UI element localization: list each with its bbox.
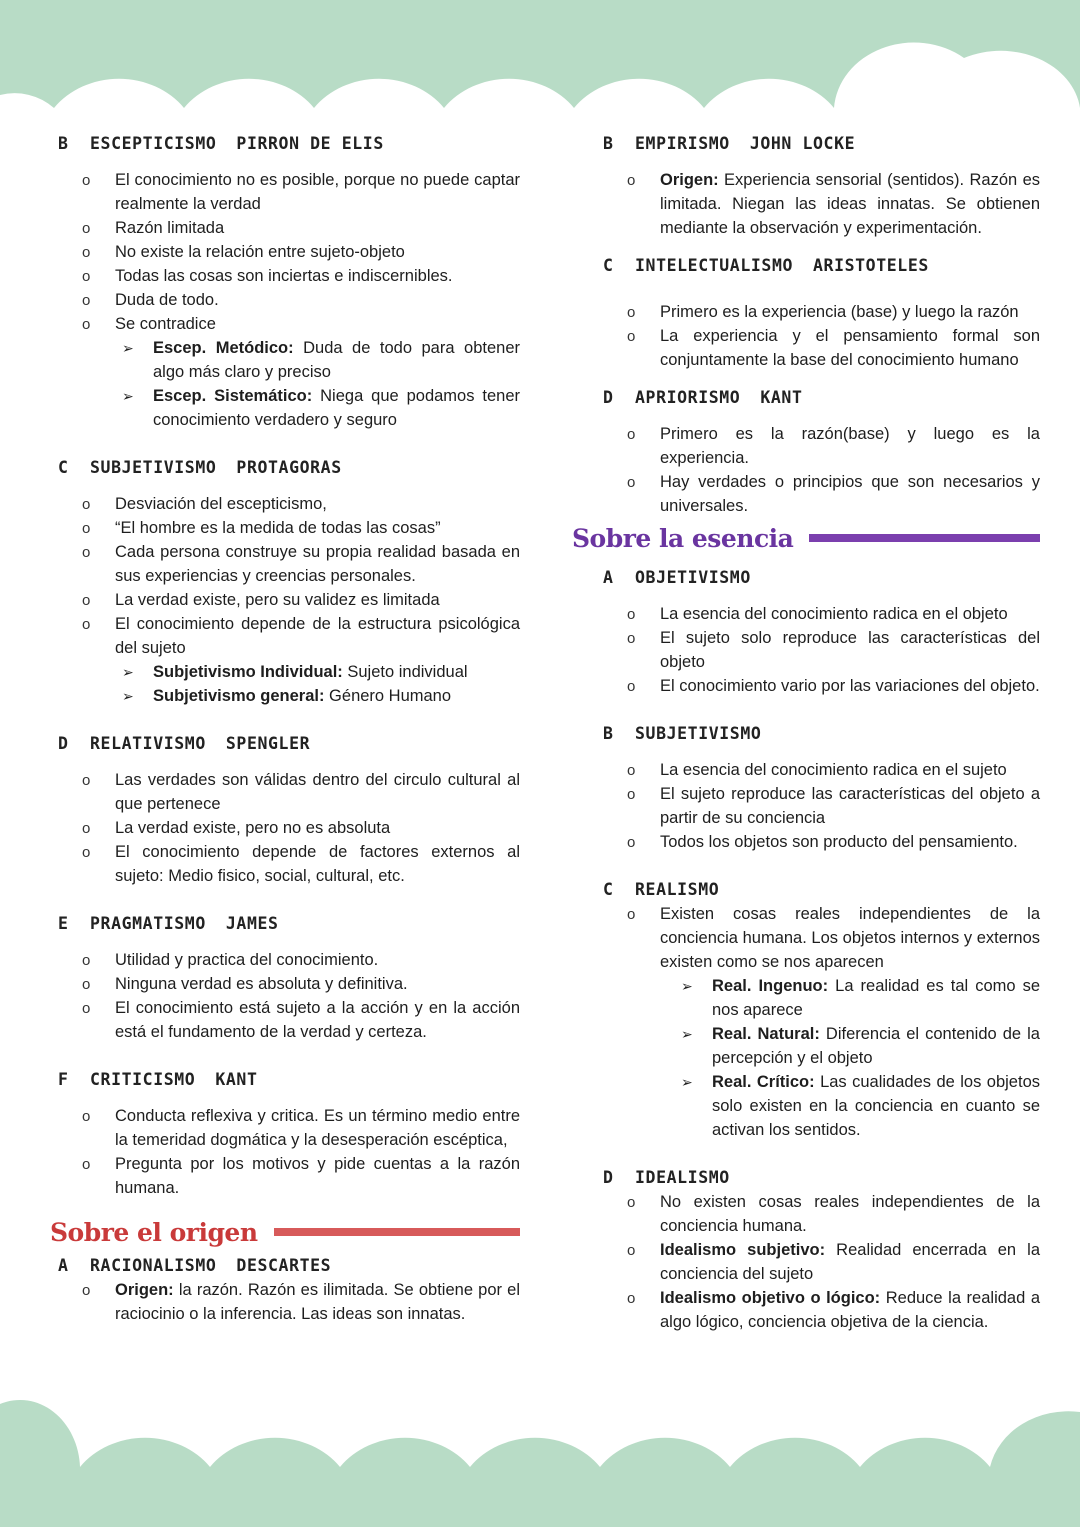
list-item [50, 516, 520, 540]
list-item [50, 1152, 520, 1200]
section-letter: B [58, 133, 69, 153]
section-author: SPENGLER [225, 733, 311, 753]
list-item-text: Duda de todo. [115, 291, 219, 309]
list-item [50, 768, 520, 816]
list-item-text: “El hombre es la medida de todas las cosas” [115, 519, 441, 537]
section-subjetivismo-heading [50, 454, 520, 480]
sub-item-term: Escep. Sistemático: [153, 387, 313, 405]
list-item [50, 492, 520, 516]
esencia-title-text: Sobre la esencia [572, 523, 794, 553]
list-item-text: El conocimiento depende de factores externos al sujeto: Medio fisico, social, cultural, etc. [115, 843, 520, 885]
circle-bullet-icon: o [82, 952, 91, 969]
circle-bullet-icon: o [627, 606, 636, 623]
list-item [595, 782, 1040, 830]
sub-item-text: Duda de todo para obtener algo más claro y preciso [153, 339, 520, 381]
circle-bullet-icon: o [627, 1194, 636, 1211]
list-item [50, 168, 520, 216]
section-letter: B [603, 723, 614, 743]
sub-item-term: Real. Natural: [712, 1025, 820, 1043]
section-title: REALISMO [635, 879, 720, 899]
list-item [595, 422, 1040, 470]
circle-bullet-icon: o [82, 544, 91, 561]
list-item-text: La esencia del conocimiento radica en el objeto [660, 605, 1008, 623]
section-letter: F [58, 1069, 69, 1089]
list-item-text: Desviación del escepticismo, [115, 495, 327, 513]
list-item-term: Idealismo objetivo o lógico: [660, 1289, 881, 1307]
arrow-bullet-icon: ➢ [681, 1026, 693, 1042]
sub-item-text: Diferencia el contenido de la percepción y el objeto [712, 1025, 1040, 1067]
section-racionalismo-heading [50, 1252, 520, 1278]
section-letter: A [58, 1255, 69, 1275]
subjetivismo-esencia-list [595, 758, 1040, 854]
list-item [595, 602, 1040, 626]
list-item-text: Utilidad y practica del conocimiento. [115, 951, 379, 969]
list-item-text: Todas las cosas son inciertas e indiscernibles. [115, 267, 453, 285]
section-relativismo-heading [50, 730, 520, 756]
section-title: OBJETIVISMO [635, 567, 751, 587]
section-criticismo-heading [50, 1066, 520, 1092]
list-item [595, 470, 1040, 518]
arrow-bullet-icon: ➢ [122, 664, 134, 680]
list-item-text: No existen cosas reales independientes de la conciencia humana. [660, 1193, 1040, 1235]
apriorismo-list [595, 422, 1040, 518]
sub-item-term: Escep. Metódico: [153, 339, 294, 357]
list-item-text: El conocimiento vario por las variaciones del objeto. [660, 677, 1040, 695]
section-author: JOHN LOCKE [749, 133, 856, 153]
sub-list-item [674, 1070, 1040, 1142]
sub-list-item [115, 684, 520, 708]
sub-item-text: Las cualidades de los objetos solo existen en la conciencia en cuanto se activan los sentidos. [712, 1073, 1040, 1139]
arrow-bullet-icon: ➢ [122, 388, 134, 404]
section-author: KANT [760, 387, 803, 407]
circle-bullet-icon: o [82, 1000, 91, 1017]
section-realismo-heading [595, 876, 1040, 902]
bottom-scallop-shape [0, 1400, 1080, 1527]
sub-item-term: Real. Ingenuo: [712, 977, 829, 995]
section-letter: E [58, 913, 69, 933]
section-title: EMPIRISMO [635, 133, 730, 153]
list-item-text: Primero es la experiencia (base) y luego la razón [660, 303, 1019, 321]
list-item [50, 216, 520, 240]
list-item-text: Pregunta por los motivos y pide cuentas a la razón humana. [115, 1155, 520, 1197]
section-title: SUBJETIVISMO [90, 457, 217, 477]
list-item [50, 312, 520, 432]
circle-bullet-icon: o [82, 220, 91, 237]
sub-item-term: Subjetivismo general: [153, 687, 325, 705]
circle-bullet-icon: o [627, 630, 636, 647]
list-item [50, 288, 520, 312]
esencia-section-title [572, 518, 1040, 558]
escepticismo-list [50, 168, 520, 432]
list-item-text: Razón limitada [115, 219, 225, 237]
sub-list [115, 660, 520, 708]
section-title: CRITICISMO [90, 1069, 196, 1089]
circle-bullet-icon: o [82, 316, 91, 333]
circle-bullet-icon: o [627, 304, 636, 321]
empirismo-list [595, 168, 1040, 240]
list-item [50, 612, 520, 708]
list-item [595, 674, 1040, 698]
circle-bullet-icon: o [82, 616, 91, 633]
section-title: ESCEPTICISMO [90, 133, 217, 153]
arrow-bullet-icon: ➢ [681, 978, 693, 994]
section-title: APRIORISMO [635, 387, 741, 407]
circle-bullet-icon: o [82, 1108, 91, 1125]
sub-list [660, 974, 1040, 1142]
list-item [595, 168, 1040, 240]
section-author: DESCARTES [236, 1255, 332, 1275]
list-item [595, 1238, 1040, 1286]
section-idealismo-heading [595, 1164, 1040, 1190]
idealismo-list [595, 1190, 1040, 1334]
list-item [50, 1104, 520, 1152]
list-item [595, 1286, 1040, 1334]
sub-item-term: Real. Crítico: [712, 1073, 815, 1091]
list-item-text: Existen cosas reales independientes de la conciencia humana. Los objetos internos y externos existen como se nos aparecen [660, 905, 1040, 971]
list-item-text: Experiencia sensorial (sentidos). Razón es limitada. Niegan las ideas innatas. Se obtienen mediante la observación y experimentación. [660, 171, 1040, 237]
section-pragmatismo-heading [50, 910, 520, 936]
sub-item-term: Subjetivismo Individual: [153, 663, 343, 681]
list-item [595, 758, 1040, 782]
circle-bullet-icon: o [627, 426, 636, 443]
list-item [595, 902, 1040, 1142]
arrow-bullet-icon: ➢ [122, 688, 134, 704]
subjetivismo-list [50, 492, 520, 708]
circle-bullet-icon: o [82, 976, 91, 993]
section-title: INTELECTUALISMO [635, 255, 794, 275]
list-item [50, 588, 520, 612]
section-letter: C [603, 879, 614, 899]
sub-list-item [674, 1022, 1040, 1070]
section-apriorismo-heading [595, 384, 1040, 410]
circle-bullet-icon: o [82, 496, 91, 513]
sub-list-item [674, 974, 1040, 1022]
list-item-text: El sujeto solo reproduce las características del objeto [660, 629, 1040, 671]
circle-bullet-icon: o [627, 328, 636, 345]
top-scallop-shape [0, 0, 1080, 108]
sub-list-item [115, 660, 520, 684]
circle-bullet-icon: o [627, 762, 636, 779]
list-item-text: Reduce la realidad a algo lógico, conciencia objetiva de la ciencia. [660, 1289, 1040, 1331]
origen-section-title [50, 1212, 520, 1252]
intelectualismo-list [595, 300, 1040, 372]
list-item-text: Primero es la razón(base) y luego es la experiencia. [660, 425, 1040, 467]
list-item-text: El conocimiento no es posible, porque no puede captar realmente la verdad [115, 171, 520, 213]
circle-bullet-icon: o [82, 292, 91, 309]
list-item-text: La esencia del conocimiento radica en el sujeto [660, 761, 1007, 779]
origen-title-text: Sobre el origen [50, 1217, 258, 1247]
list-item [595, 324, 1040, 372]
circle-bullet-icon: o [82, 820, 91, 837]
circle-bullet-icon: o [82, 844, 91, 861]
arrow-bullet-icon: ➢ [122, 340, 134, 356]
arrow-bullet-icon: ➢ [681, 1074, 693, 1090]
pragmatismo-list [50, 948, 520, 1044]
section-letter: A [603, 567, 614, 587]
list-item [595, 830, 1040, 854]
circle-bullet-icon: o [627, 1290, 636, 1307]
right-column [572, 130, 1040, 1334]
relativismo-list [50, 768, 520, 888]
section-letter: D [58, 733, 69, 753]
circle-bullet-icon: o [627, 786, 636, 803]
list-item-text: Todos los objetos son producto del pensamiento. [660, 833, 1018, 851]
section-intelectualismo-heading [595, 252, 1040, 278]
section-title: SUBJETIVISMO [635, 723, 762, 743]
circle-bullet-icon: o [627, 474, 636, 491]
circle-bullet-icon: o [82, 268, 91, 285]
circle-bullet-icon: o [627, 172, 636, 189]
realismo-list [595, 902, 1040, 1142]
list-item-text: La verdad existe, pero no es absoluta [115, 819, 391, 837]
criticismo-list [50, 1104, 520, 1200]
esencia-title-bar [809, 534, 1040, 542]
list-item [595, 626, 1040, 674]
list-item-term: Idealismo subjetivo: [660, 1241, 826, 1259]
section-escepticismo-heading [50, 130, 520, 156]
list-item-term: Origen: [115, 1281, 174, 1299]
section-letter: B [603, 133, 614, 153]
bottom-scallop-border [0, 1392, 1080, 1527]
section-author: KANT [215, 1069, 258, 1089]
list-item-text: La verdad existe, pero su validez es limitada [115, 591, 440, 609]
section-letter: D [603, 1167, 614, 1187]
section-objetivismo-heading [595, 564, 1040, 590]
list-item-text: Hay verdades o principios que son necesarios y universales. [660, 473, 1040, 515]
list-item-term: Origen: [660, 171, 719, 189]
circle-bullet-icon: o [82, 1156, 91, 1173]
list-item [50, 840, 520, 888]
circle-bullet-icon: o [627, 834, 636, 851]
list-item [50, 972, 520, 996]
circle-bullet-icon: o [627, 678, 636, 695]
list-item [50, 996, 520, 1044]
sub-list-item [115, 384, 520, 432]
list-item-text: El sujeto reproduce las características del objeto a partir de su conciencia [660, 785, 1040, 827]
circle-bullet-icon: o [82, 520, 91, 537]
list-item-text: No existe la relación entre sujeto-objeto [115, 243, 405, 261]
origen-title-bar [274, 1228, 520, 1236]
section-title: RACIONALISMO [90, 1255, 217, 1275]
section-letter: D [603, 387, 614, 407]
list-item [50, 240, 520, 264]
section-title: IDEALISMO [635, 1167, 730, 1187]
circle-bullet-icon: o [82, 772, 91, 789]
circle-bullet-icon: o [82, 172, 91, 189]
list-item-text: la razón. Razón es ilimitada. Se obtiene por el raciocinio o la inferencia. Las ideas son innatas. [115, 1281, 520, 1323]
list-item-text: La experiencia y el pensamiento formal son conjuntamente la base del conocimiento humano [660, 327, 1040, 369]
circle-bullet-icon: o [627, 1242, 636, 1259]
section-letter: C [58, 457, 69, 477]
list-item [50, 948, 520, 972]
section-author: PROTAGORAS [236, 457, 342, 477]
list-item [595, 1190, 1040, 1238]
section-author: ARISTOTELES [813, 255, 929, 275]
sub-item-text: Niega que podamos tener conocimiento verdadero y seguro [153, 387, 520, 429]
section-subjetivismo-esencia-heading [595, 720, 1040, 746]
top-scallop-border [0, 0, 1080, 112]
circle-bullet-icon: o [82, 1282, 91, 1299]
list-item [50, 540, 520, 588]
sub-list [115, 336, 520, 432]
sub-list-item [115, 336, 520, 384]
circle-bullet-icon: o [627, 906, 636, 923]
list-item [50, 816, 520, 840]
section-empirismo-heading [595, 130, 1040, 156]
list-item-text: Realidad encerrada en la conciencia del sujeto [660, 1241, 1040, 1283]
list-item [595, 300, 1040, 324]
list-item [50, 264, 520, 288]
list-item-text: Se contradice [115, 315, 216, 333]
circle-bullet-icon: o [82, 592, 91, 609]
sub-item-text: Género Humano [324, 687, 452, 705]
section-author: JAMES [225, 913, 279, 933]
list-item-text: Las verdades son válidas dentro del circulo cultural al que pertenece [115, 771, 520, 813]
list-item [50, 1278, 520, 1326]
sub-item-text: La realidad es tal como se nos aparece [712, 977, 1040, 1019]
left-column [50, 130, 520, 1326]
list-item-text: Conducta reflexiva y critica. Es un término medio entre la temeridad dogmática y la desesperación escéptica, [115, 1107, 520, 1149]
list-item-text: Ninguna verdad es absoluta y definitiva. [115, 975, 408, 993]
list-item-text: El conocimiento depende de la estructura psicológica del sujeto [115, 615, 520, 657]
list-item-text: Cada persona construye su propia realidad basada en sus experiencias y creencias personales. [115, 543, 520, 585]
section-title: PRAGMATISMO [90, 913, 206, 933]
section-letter: C [603, 255, 614, 275]
sub-item-text: Sujeto individual [342, 663, 468, 681]
racionalismo-list [50, 1278, 520, 1326]
section-title: RELATIVISMO [90, 733, 206, 753]
objetivismo-list [595, 602, 1040, 698]
circle-bullet-icon: o [82, 244, 91, 261]
list-item-text: El conocimiento está sujeto a la acción y en la acción está el fundamento de la verdad y certeza. [115, 999, 520, 1041]
section-author: PIRRON DE ELIS [236, 133, 384, 153]
